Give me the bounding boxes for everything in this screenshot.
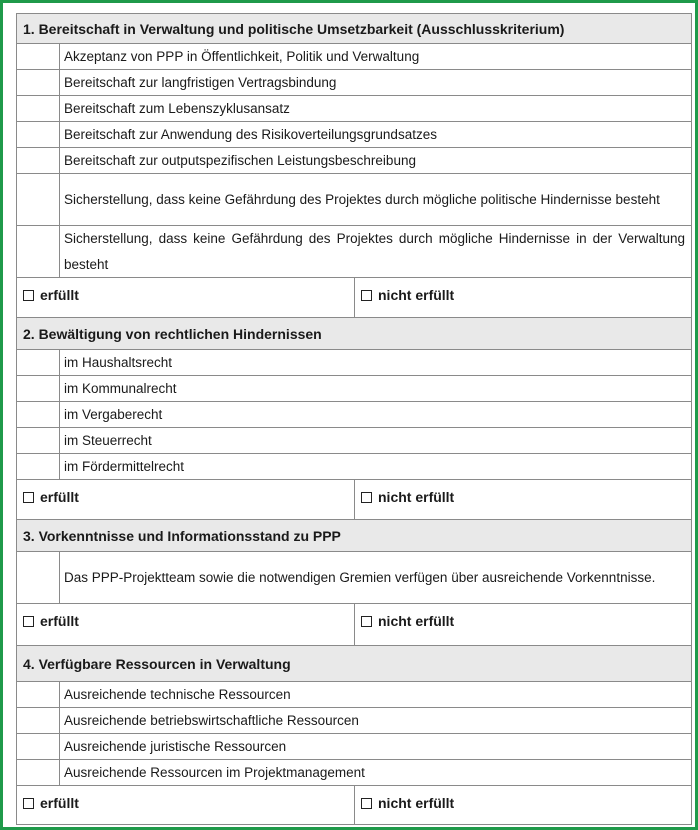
fulfilled-option[interactable] [23,480,353,519]
criterion-row [17,401,691,427]
not-fulfilled-option[interactable] [361,278,685,317]
fulfilled-label: erfüllt [40,287,79,303]
criterion-row [17,69,691,95]
checkbox-icon[interactable] [23,798,34,809]
criterion-text: im Fördermittelrecht [64,458,185,474]
checkbox-icon[interactable] [361,616,372,627]
criterion-text: Bereitschaft zur outputspezifischen Leistungsbeschreibung [64,152,416,168]
section-title: 3. Vorkenntnisse und Informationsstand zu PPP [23,527,341,544]
fulfilled-option[interactable] [23,278,353,317]
checkbox-icon[interactable] [361,290,372,301]
criterion-text: Sicherstellung, dass keine Gefährdung des Projektes durch mögliche Hindernisse in der Verwaltung besteht [64,230,685,272]
result-row [17,785,691,825]
fulfilled-label: erfüllt [40,795,79,811]
result-row [17,603,691,645]
fulfilled-label: erfüllt [40,613,79,629]
criterion-row [17,733,691,759]
checkbox-icon[interactable] [361,492,372,503]
criterion-text: Sicherstellung, dass keine Gefährdung des Projektes durch mögliche politische Hindernisse besteht [64,191,660,207]
criterion-text: Bereitschaft zur langfristigen Vertragsbindung [64,74,337,90]
criterion-row [17,759,691,785]
checkbox-icon[interactable] [23,616,34,627]
criterion-text: im Haushaltsrecht [64,354,173,370]
section-title: 2. Bewältigung von rechtlichen Hindernissen [23,325,322,342]
checkbox-icon[interactable] [361,798,372,809]
criterion-row [17,453,691,479]
result-row [17,277,691,317]
criterion-row [17,551,691,603]
criterion-text: Ausreichende juristische Ressourcen [64,738,287,754]
fulfilled-option[interactable] [23,786,353,824]
criterion-text: im Kommunalrecht [64,380,177,396]
criterion-text: Ausreichende Ressourcen im Projektmanagement [64,764,365,780]
section-3-header [17,519,691,551]
result-row [17,479,691,519]
criterion-row [17,707,691,733]
fulfilled-label: erfüllt [40,489,79,505]
not-fulfilled-option[interactable] [361,604,685,645]
not-fulfilled-option[interactable] [361,480,685,519]
criterion-row [17,121,691,147]
criterion-row [17,681,691,707]
criterion-row [17,375,691,401]
criterion-text: Bereitschaft zur Anwendung des Risikoverteilungsgrundsatzes [64,126,437,142]
criterion-text: Akzeptanz von PPP in Öffentlichkeit, Politik und Verwaltung [64,48,420,64]
criterion-row [17,225,691,277]
criterion-row [17,349,691,375]
not-fulfilled-label: nicht erfüllt [378,795,455,811]
section-title: 4. Verfügbare Ressourcen in Verwaltung [23,655,291,672]
criterion-row [17,95,691,121]
criterion-text: Bereitschaft zum Lebenszyklusansatz [64,100,290,116]
section-title: 1. Bereitschaft in Verwaltung und politische Umsetzbarkeit (Ausschlusskriterium) [23,20,565,37]
checklist-table [16,13,692,825]
criterion-text: Ausreichende betriebswirtschaftliche Ressourcen [64,712,359,728]
criterion-text: im Vergaberecht [64,406,163,422]
checkbox-icon[interactable] [23,290,34,301]
criterion-text: Ausreichende technische Ressourcen [64,686,291,702]
criterion-row [17,43,691,69]
fulfilled-option[interactable] [23,604,353,645]
criterion-text: Das PPP-Projektteam sowie die notwendigen Gremien verfügen über ausreichende Vorkenntnisse. [64,569,656,585]
checkbox-icon[interactable] [23,492,34,503]
criterion-row [17,147,691,173]
not-fulfilled-option[interactable] [361,786,685,824]
not-fulfilled-label: nicht erfüllt [378,489,455,505]
criterion-row [17,173,691,225]
not-fulfilled-label: nicht erfüllt [378,613,455,629]
not-fulfilled-label: nicht erfüllt [378,287,455,303]
criterion-row [17,427,691,453]
criterion-text: im Steuerrecht [64,432,152,448]
section-4-header [17,645,691,681]
section-2-header [17,317,691,349]
section-1-header [17,13,691,43]
